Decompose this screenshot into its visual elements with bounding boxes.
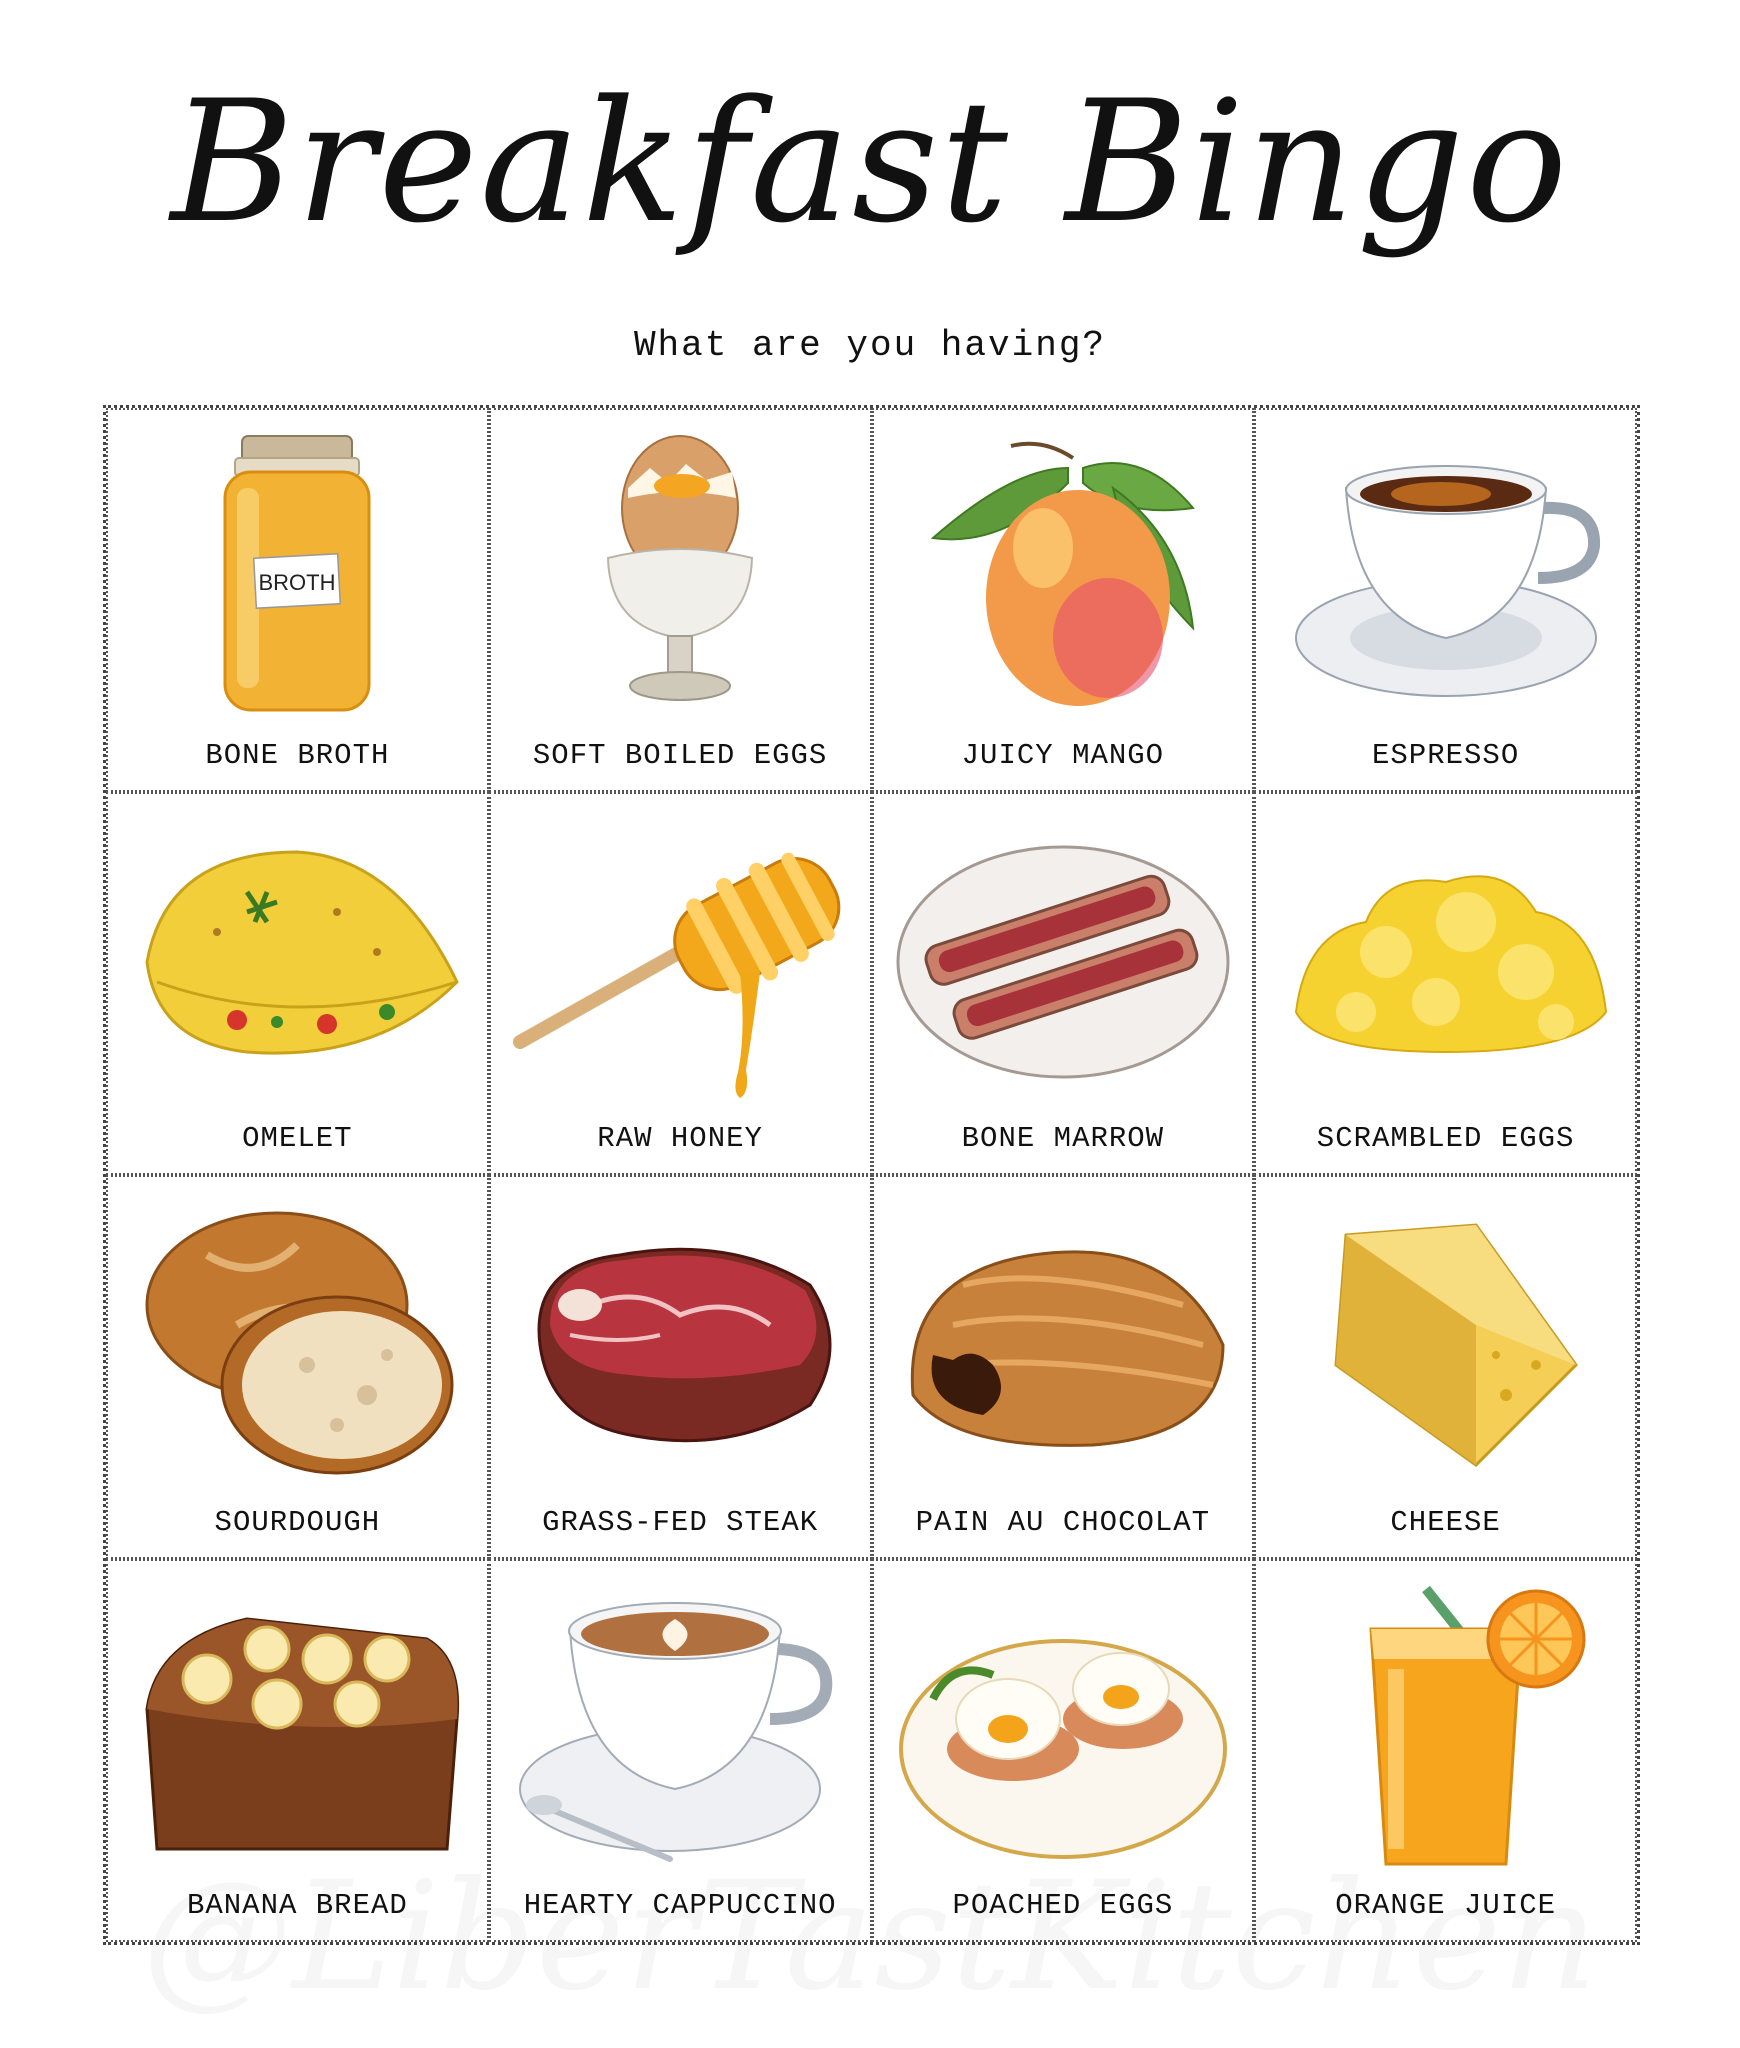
cell-label: PAIN AU CHOCOLAT xyxy=(915,1505,1211,1539)
bingo-cell-bone-broth[interactable] xyxy=(106,408,489,792)
broth-jar-icon xyxy=(127,428,467,718)
bone-marrow-icon xyxy=(893,812,1233,1102)
honey-dipper-icon xyxy=(510,812,850,1102)
cell-label: CHEESE xyxy=(1390,1505,1501,1539)
bingo-cell-orange-juice[interactable] xyxy=(1254,1559,1637,1943)
bingo-cell-scrambled-eggs[interactable] xyxy=(1254,792,1637,1176)
page-subtitle: What are you having? xyxy=(633,325,1107,366)
cell-label: SOURDOUGH xyxy=(214,1505,381,1539)
cell-label: OMELET xyxy=(242,1122,353,1155)
cell-label: BONE MARROW xyxy=(961,1122,1165,1155)
cell-label: BANANA BREAD xyxy=(186,1889,408,1922)
sourdough-icon xyxy=(127,1195,467,1485)
cappuccino-icon xyxy=(510,1579,850,1869)
espresso-cup-icon xyxy=(1276,428,1616,718)
omelet-icon xyxy=(127,812,467,1102)
cell-label: JUICY MANGO xyxy=(961,738,1165,772)
bingo-cell-pain-au-chocolat[interactable] xyxy=(872,1175,1255,1559)
orange-juice-icon xyxy=(1276,1579,1616,1869)
bingo-cell-sourdough[interactable] xyxy=(106,1175,489,1559)
bingo-cell-cheese[interactable] xyxy=(1254,1175,1637,1559)
cell-label: RAW HONEY xyxy=(597,1122,763,1155)
page-title: Breakfast Bingo xyxy=(170,64,1570,260)
cell-label: SOFT BOILED EGGS xyxy=(532,738,828,772)
mango-icon xyxy=(893,428,1233,718)
egg-cup-icon xyxy=(510,428,850,718)
cell-label: BONE BROTH xyxy=(205,738,390,772)
bingo-grid xyxy=(103,405,1640,1945)
cell-label: GRASS-FED STEAK xyxy=(542,1505,819,1539)
poached-eggs-icon xyxy=(893,1579,1233,1869)
bingo-cell-banana-bread[interactable] xyxy=(106,1559,489,1943)
bingo-cell-soft-boiled-eggs[interactable] xyxy=(489,408,872,792)
broth-jar-label: BROTH xyxy=(258,570,336,595)
cell-label: POACHED EGGS xyxy=(952,1889,1174,1922)
bingo-cell-raw-honey[interactable] xyxy=(489,792,872,1176)
bingo-cell-hearty-cappuccino[interactable] xyxy=(489,1559,872,1943)
bingo-cell-grass-fed-steak[interactable] xyxy=(489,1175,872,1559)
banana-bread-icon xyxy=(127,1579,467,1869)
scrambled-eggs-icon xyxy=(1276,812,1616,1102)
cheese-icon xyxy=(1276,1195,1616,1485)
bingo-cell-poached-eggs[interactable] xyxy=(872,1559,1255,1943)
bingo-cell-juicy-mango[interactable] xyxy=(872,408,1255,792)
bingo-cell-omelet[interactable] xyxy=(106,792,489,1176)
pain-au-chocolat-icon xyxy=(893,1195,1233,1485)
bingo-cell-bone-marrow[interactable] xyxy=(872,792,1255,1176)
bingo-cell-espresso[interactable] xyxy=(1254,408,1637,792)
cell-label: SCRAMBLED EGGS xyxy=(1316,1122,1575,1155)
cell-label: ORANGE JUICE xyxy=(1335,1889,1557,1922)
steak-icon xyxy=(510,1195,850,1485)
cell-label: ESPRESSO xyxy=(1372,738,1520,772)
cell-label: HEARTY CAPPUCCINO xyxy=(523,1889,837,1922)
